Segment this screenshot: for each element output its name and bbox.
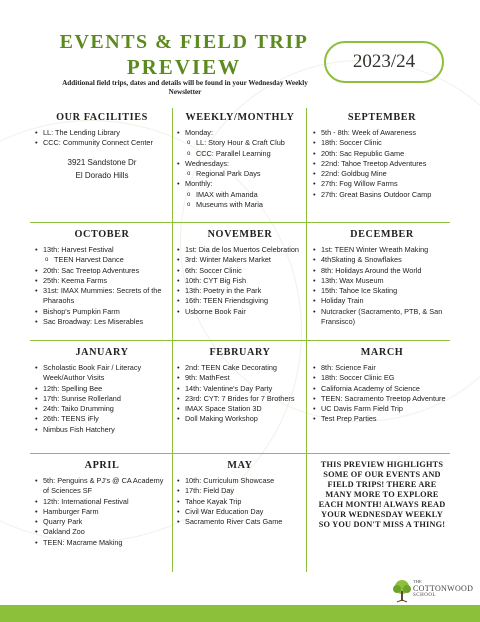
section-preview-note	[316, 460, 448, 530]
list-item: • 15th: Tahoe Ice Skating	[312, 286, 452, 296]
section-february	[176, 347, 304, 425]
list-item: • 3rd: Winter Makers Market	[176, 255, 304, 265]
page-title-line2: PREVIEW	[126, 55, 242, 79]
list-item: • 10th: Curriculum Showcase	[176, 476, 304, 486]
list-item: • Hamburger Farm	[34, 507, 170, 517]
list-item: • Monthly:	[176, 179, 304, 189]
list-item: • 18th: Soccer Clinic EG	[312, 373, 452, 383]
list-item: • Sac Broadway: Les Miserables	[34, 317, 170, 327]
address-line: 3921 Sandstone Dr	[67, 157, 137, 167]
list-item: • Nimbus Fish Hatchery	[34, 425, 170, 435]
grid-divider-horizontal	[30, 222, 450, 223]
facility-address	[34, 156, 170, 182]
list-item: • 14th: Valentine's Day Party	[176, 384, 304, 394]
section-heading: APRIL	[84, 460, 120, 471]
logo-text: THE	[413, 579, 422, 584]
list-item: • 12th: International Festival	[34, 497, 170, 507]
list-item: • 23rd: CYT: 7 Brides for 7 Brothers	[176, 394, 304, 404]
list-item: • Usborne Book Fair	[176, 307, 304, 317]
list-item: • 13th: Harvest Festival	[34, 245, 170, 255]
section-march	[312, 347, 452, 425]
list-item: • 13th: Wax Museum	[312, 276, 452, 286]
section-september	[312, 112, 452, 200]
list-item: • 31st: IMAX Mummies: Secrets of the Pharaohs	[34, 286, 170, 307]
list-item: • UC Davis Farm Field Trip	[312, 404, 452, 414]
preview-note-text: THIS PREVIEW HIGHLIGHTS SOME OF OUR EVENTS AND FIELD TRIPS! THERE ARE MANY MORE TO EXPLORE EACH MONTH! ALWAYS READ YOUR WEDNESDAY WEEKLY SO YOU DON'T MISS A THING!	[318, 460, 446, 529]
grid-divider-horizontal	[30, 453, 450, 454]
list-item: • Wednesdays:	[176, 159, 304, 169]
list-item: • 17th: Sunrise Rollerland	[34, 394, 170, 404]
list-item: • Sacramento River Cats Game	[176, 517, 304, 527]
list-subitem: o Museums with Maria	[176, 200, 304, 210]
list-item: • 4thSkating & Snowflakes	[312, 255, 452, 265]
school-logo	[392, 578, 478, 604]
list-item: • TEEN: Sacramento Treetop Adventure	[312, 394, 452, 404]
section-may	[176, 460, 304, 527]
address-line: El Dorado Hills	[75, 170, 129, 180]
list-item: • 9th: MathFest	[176, 373, 304, 383]
section-november	[176, 229, 304, 317]
grid-divider-horizontal	[30, 340, 450, 341]
list-item: • 22nd: Tahoe Treetop Adventures	[312, 159, 452, 169]
section-heading: MAY	[227, 460, 253, 471]
list-item: • 20th: Sac Republic Game	[312, 149, 452, 159]
list-item: • 20th: Sac Treetop Adventures	[34, 266, 170, 276]
list-item: • 24th: Taiko Drumming	[34, 404, 170, 414]
list-item: • 8th: Science Fair	[312, 363, 452, 373]
list-item: • Scholastic Book Fair / Literacy Week/Author Visits	[34, 363, 170, 384]
list-item: • 2nd: TEEN Cake Decorating	[176, 363, 304, 373]
list-item: • Doll Making Workshop	[176, 414, 304, 424]
section-heading: DECEMBER	[350, 229, 414, 240]
tree-icon	[392, 579, 412, 603]
list-item: • Test Prep Parties	[312, 414, 452, 424]
section-weekly-monthly	[176, 112, 304, 210]
section-heading: FEBRUARY	[209, 347, 271, 358]
list-item: • 8th: Holidays Around the World	[312, 266, 452, 276]
list-subitem: o TEEN Harvest Dance	[34, 255, 170, 265]
list-item: • 10th: CYT Big Fish	[176, 276, 304, 286]
list-item: • 6th: Soccer Clinic	[176, 266, 304, 276]
footer-bar	[0, 605, 480, 622]
list-item: • Nutcracker (Sacramento, PTB, & San Fransisco)	[312, 307, 452, 328]
list-item: • 27th: Fog Willow Farms	[312, 179, 452, 189]
section-october	[34, 229, 170, 327]
list-item: • Bishop's Pumpkin Farm	[34, 307, 170, 317]
section-heading: WEEKLY/MONTHLY	[185, 112, 295, 123]
section-heading: OUR FACILITIES	[56, 112, 148, 123]
list-item: • 1st: Dia de los Muertos Celebration	[176, 245, 304, 255]
list-item: • 13th: Poetry in the Park	[176, 286, 304, 296]
section-heading: JANUARY	[75, 347, 129, 358]
list-subitem: o CCC: Parallel Learning	[176, 149, 304, 159]
year-badge: 2023/24	[324, 41, 444, 83]
list-item: • 26th: TEENS iFly	[34, 414, 170, 424]
list-subitem: o Regional Park Days	[176, 169, 304, 179]
section-heading: NOVEMBER	[207, 229, 273, 240]
section-december	[312, 229, 452, 327]
list-item: • 27th: Great Basins Outdoor Camp	[312, 190, 452, 200]
section-heading: OCTOBER	[74, 229, 130, 240]
list-item: • IMAX Space Station 3D	[176, 404, 304, 414]
list-item: • Holiday Train	[312, 296, 452, 306]
list-item: • TEEN: Macrame Making	[34, 538, 170, 548]
section-heading: SEPTEMBER	[347, 112, 417, 123]
list-item: • 1st: TEEN Winter Wreath Making	[312, 245, 452, 255]
logo-text: SCHOOL	[413, 593, 437, 598]
list-item: • Quarry Park	[34, 517, 170, 527]
list-item: • Monday:	[176, 128, 304, 138]
list-item: • CCC: Community Connect Center	[34, 138, 170, 148]
section-january	[34, 347, 170, 435]
list-subitem: o LL: Story Hour & Craft Club	[176, 138, 304, 148]
page-subtitle: Additional field trips, dates and details will be found in your Wednesday Weekly Newsletter	[62, 79, 308, 96]
list-item: • 22nd: Goldbug Mine	[312, 169, 452, 179]
list-item: • Oakland Zoo	[34, 527, 170, 537]
section-facilities	[34, 112, 170, 182]
section-heading: MARCH	[360, 347, 404, 358]
list-subitem: o IMAX with Amanda	[176, 190, 304, 200]
list-item: • 5th: Penguins & PJ's @ CA Academy of Sciences SF	[34, 476, 170, 497]
list-item: • 12th: Spelling Bee	[34, 384, 170, 394]
list-item: • 25th: Keema Farms	[34, 276, 170, 286]
list-item: • 5th - 8th: Week of Awareness	[312, 128, 452, 138]
list-item: • 17th: Field Day	[176, 486, 304, 496]
list-item: • California Academy of Science	[312, 384, 452, 394]
list-item: • 18th: Soccer Clinic	[312, 138, 452, 148]
list-item: • Civil War Education Day	[176, 507, 304, 517]
logo-text: COTTONWOOD	[413, 584, 474, 593]
list-item: • LL: The Lending Library	[34, 128, 170, 138]
list-item: • Tahoe Kayak Trip	[176, 497, 304, 507]
page-title-line1: EVENTS & FIELD TRIP	[59, 31, 309, 53]
list-item: • 16th: TEEN Friendsgiving	[176, 296, 304, 306]
section-april	[34, 460, 170, 548]
